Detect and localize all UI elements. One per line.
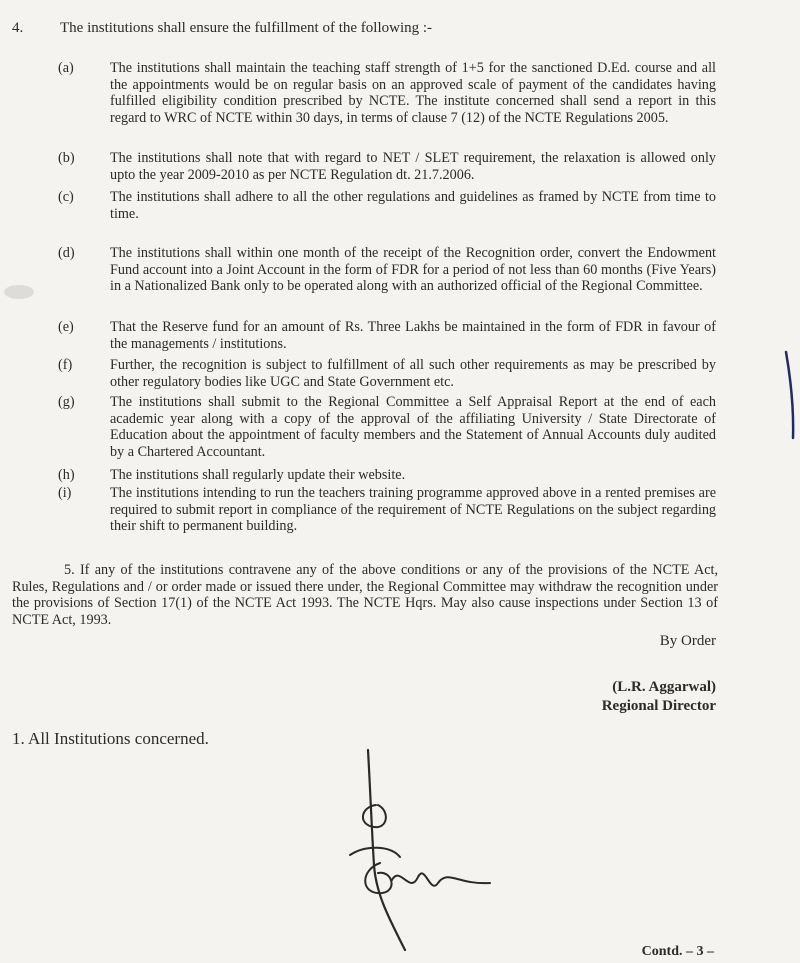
section-heading-text: The institutions shall ensure the fulfillment of the following :-: [60, 20, 433, 36]
by-order-text: By Order: [659, 633, 716, 649]
signatory-name: (L.R. Aggarwal): [612, 679, 716, 695]
item-label: (g): [58, 394, 75, 410]
item-label: (a): [58, 60, 74, 76]
handwritten-signature: [330, 745, 510, 955]
section-4-heading: [12, 20, 432, 37]
item-text: Further, the recognition is subject to fulfillment of all such other requirements as may be prescribed by other regulatory bodies like UGC and State Government etc.: [110, 357, 716, 390]
signatory-title: Regional Director: [601, 698, 716, 714]
item-text: The institutions shall maintain the teaching staff strength of 1+5 for the sanctioned D.Ed. course and all the appointments would be on regular basis on an approved scale of payment of the candidates having fulfilled eligibility condition prescribed by NCTE. The institute concerned shall send a report in this regard to WRC of NCTE within 30 days, in terms of clause 7 (12) of the NCTE Regulations 2005.: [110, 60, 716, 126]
recipient-line: 1. All Institutions concerned.: [12, 729, 209, 748]
pen-mark: [782, 350, 798, 440]
ink-smudge: [4, 285, 34, 299]
item-label: (f): [58, 357, 73, 373]
item-text: The institutions shall regularly update their website.: [110, 467, 406, 483]
signatory-block: [602, 678, 716, 716]
item-label: (d): [58, 245, 75, 261]
item-label: (i): [58, 485, 72, 501]
item-text: The institutions shall within one month of the receipt of the Recognition order, convert the Endowment Fund account into a Joint Account in the form of FDR for a period of not less than 60 months (Five Years) in a Nationalized Bank only to be operated along with an authorized official of the Regional Committee.: [110, 245, 716, 295]
item-text: That the Reserve fund for an amount of Rs. Three Lakhs be maintained in the form of FDR in favour of the managements / institutions.: [110, 319, 716, 352]
paragraph-5: 5. If any of the institutions contravene any of the above conditions or any of the provisions of the NCTE Act, Rules, Regulations and / or order made or issued there under, the Regional Committee may withdraw the recognition under the provisions of Section 17(1) of the NCTE Act 1993. The NCTE Hqrs. May also cause inspections under Section 13 of NCTE Act, 1993.: [12, 562, 718, 628]
item-label: (h): [58, 467, 75, 483]
item-label: (e): [58, 319, 74, 335]
section-number: 4.: [12, 20, 24, 36]
item-label: (b): [58, 150, 75, 166]
item-label: (c): [58, 189, 74, 205]
continued-marker: Contd. – 3 –: [641, 944, 714, 959]
item-text: The institutions shall adhere to all the other regulations and guidelines as framed by NCTE from time to time.: [110, 189, 716, 222]
item-text: The institutions shall note that with regard to NET / SLET requirement, the relaxation is allowed only upto the year 2009-2010 as per NCTE Regulation dt. 21.7.2006.: [110, 150, 716, 183]
item-text: The institutions shall submit to the Regional Committee a Self Appraisal Report at the end of each academic year along with a copy of the approval of the affiliating University / State Directorate of Education about the appointment of faculty members and the Statement of Annual Accounts duly audited by a Chartered Accountant.: [110, 394, 716, 460]
item-text: The institutions intending to run the teachers training programme approved above in a rented premises are required to submit report in compliance of the requirement of NCTE Regulations on the subject regarding their shift to permanent building.: [110, 485, 716, 535]
